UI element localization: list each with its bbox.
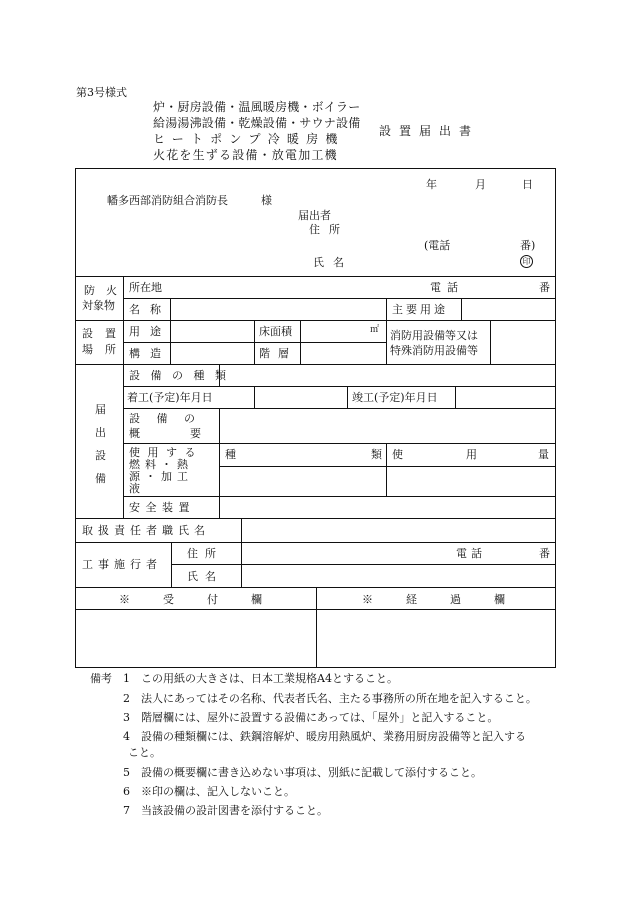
notified-label-char-1: 届 — [95, 403, 106, 416]
vline-455 — [455, 386, 456, 408]
notifier-address-label: 住所 — [309, 223, 349, 236]
kind-label-a: 種 — [225, 448, 236, 461]
fuel-kind-field[interactable] — [221, 468, 384, 494]
kind-label-b: 類 — [371, 448, 382, 461]
notifier-address-field[interactable] — [345, 222, 545, 236]
hline-564 — [171, 564, 556, 565]
addressee: 幡多西部消防組合消防長 — [107, 194, 228, 207]
contractor-name-field[interactable] — [243, 566, 553, 585]
vline-254-b — [254, 386, 255, 408]
vline-490 — [490, 320, 491, 364]
fire-target-label-2: 対象物 — [82, 299, 115, 312]
main-use-field[interactable] — [463, 300, 553, 318]
fire-target-phone-label: 電話 — [430, 281, 464, 294]
progress-label: ※ 経 過 欄 — [362, 593, 505, 606]
note-5-text: 設備の概要欄に書き込めない事項は、別紙に記載して添付すること。 — [141, 766, 482, 779]
install-use-field[interactable] — [172, 322, 252, 340]
structure-field[interactable] — [172, 344, 252, 362]
equipment-type-4: 火花を生ずる設備・放電加工機 — [153, 148, 338, 162]
date-day-label: 日 — [522, 178, 533, 191]
safety-device-field[interactable] — [221, 498, 553, 516]
usage-label-a: 使 — [392, 448, 403, 461]
manager-field[interactable] — [243, 520, 553, 540]
note-6-number: 6 — [123, 785, 130, 798]
table-border-left — [75, 168, 76, 668]
contractor-label: 工事施行者 — [82, 558, 162, 571]
notifier-name-field[interactable] — [345, 255, 515, 269]
hline-466 — [219, 466, 556, 467]
table-border-top — [75, 168, 556, 169]
note-2-text: 法人にあってはその名称、代表者氏名、主たる事務所の所在地を記入すること。 — [141, 692, 537, 705]
manager-label: 取扱責任者職氏名 — [82, 524, 210, 537]
notifier-name-label: 氏名 — [313, 256, 353, 269]
notified-label-char-2: 出 — [95, 426, 106, 439]
vline-461 — [461, 298, 462, 320]
contractor-name-label: 氏名 — [187, 570, 223, 583]
vline-254-a — [254, 320, 255, 364]
install-use-label: 用途 — [129, 325, 171, 338]
note-7-number: 7 — [123, 804, 130, 817]
hline-496 — [123, 496, 556, 497]
notifier-label: 届出者 — [298, 209, 331, 222]
note-4-text: 設備の種類欄には、鉄鋼溶解炉、暖房用熱風炉、業務用厨房設備等と記入する — [141, 730, 526, 743]
fuel-label-3: 源・加工 — [129, 470, 193, 483]
notes-heading: 備考 — [90, 672, 112, 685]
hline-542 — [75, 542, 556, 543]
start-date-label: 着工(予定)年月日 — [127, 391, 213, 404]
vline-316 — [316, 587, 317, 668]
note-6-text: ※印の欄は、記入しないこと。 — [141, 785, 295, 798]
fuel-usage-field[interactable] — [388, 468, 553, 494]
fuel-label-4: 液 — [129, 482, 140, 495]
form-number: 第3号様式 — [76, 86, 127, 99]
fire-target-phone-field[interactable] — [462, 278, 534, 296]
hline-298 — [123, 298, 556, 299]
contractor-phone-label: 電話 — [456, 547, 486, 560]
notifier-phone-field[interactable] — [456, 238, 516, 252]
hline-518 — [75, 518, 556, 519]
fire-equipment-label-1: 消防用設備等又は — [390, 329, 478, 342]
note-7-text: 当該設備の設計図書を添付すること。 — [141, 804, 328, 817]
note-1-number: 1 — [123, 672, 130, 685]
hline-320 — [75, 320, 556, 321]
floor-area-field[interactable] — [302, 322, 368, 340]
contractor-phone-field[interactable] — [484, 544, 536, 562]
notifier-phone-suffix: 番) — [520, 239, 536, 252]
complete-date-label: 竣工(予定)年月日 — [352, 391, 438, 404]
vline-386-a — [386, 298, 387, 320]
reception-label: ※ 受 付 欄 — [119, 593, 262, 606]
equipment-type-label: 設備の種類 — [129, 369, 237, 382]
location-label: 所在地 — [129, 281, 162, 294]
location-field[interactable] — [172, 278, 422, 296]
floors-field[interactable] — [302, 344, 384, 362]
fire-equipment-label-2: 特殊消防用設備等 — [390, 344, 478, 357]
notified-label-char-4: 備 — [95, 472, 106, 485]
hline-386 — [123, 386, 556, 387]
install-place-label-2: 場所 — [82, 343, 128, 356]
equipment-type-1: 炉・厨房設備・温風暖房機・ボイラー — [153, 100, 361, 114]
note-4-continuation: こと。 — [128, 746, 161, 759]
vline-386-c — [386, 443, 387, 497]
fire-target-name-label: 名称 — [129, 303, 171, 316]
vline-347 — [347, 386, 348, 408]
addressee-honorific: 様 — [261, 194, 272, 207]
fire-target-name-field[interactable] — [172, 300, 384, 318]
structure-label: 構造 — [129, 347, 171, 360]
summary-label-1: 設備の — [129, 412, 212, 425]
notified-label-char-3: 設 — [95, 449, 106, 462]
vline-123 — [123, 276, 124, 519]
document-title: 設置届出書 — [379, 124, 480, 138]
fire-target-phone-suffix: 番 — [539, 281, 550, 294]
note-4-number: 4 — [123, 730, 130, 743]
usage-label-c: 量 — [538, 448, 549, 461]
note-1-text: この用紙の大きさは、日本工業規格A4とすること。 — [141, 672, 398, 685]
notifier-phone-label: (電話 — [424, 239, 451, 252]
hline-364 — [75, 364, 556, 365]
contractor-address-field[interactable] — [243, 544, 443, 562]
start-date-field[interactable] — [256, 388, 345, 406]
vline-300 — [300, 320, 301, 364]
equipment-type-field[interactable] — [221, 366, 553, 384]
note-3-text: 階層欄には、屋外に設置する設備にあっては、「屋外」と記入すること。 — [141, 711, 499, 724]
note-5-number: 5 — [123, 766, 130, 779]
floor-area-label: 床面積 — [259, 325, 292, 338]
usage-label-b: 用 — [466, 448, 477, 461]
vline-171 — [171, 542, 172, 588]
hline-276 — [75, 276, 556, 277]
hline-443 — [123, 443, 556, 444]
fuel-label-1: 使用する — [129, 446, 203, 459]
safety-device-label: 安全装置 — [129, 501, 195, 514]
note-2-number: 2 — [123, 692, 130, 705]
seal-mark: 印 — [520, 255, 533, 268]
vline-241 — [241, 518, 242, 588]
fire-equipment-field[interactable] — [492, 322, 553, 362]
fire-target-label-1: 防火 — [84, 284, 128, 297]
summary-label-2: 概要 — [129, 427, 251, 440]
area-unit: ㎡ — [370, 325, 380, 335]
summary-field[interactable] — [221, 410, 553, 441]
hline-408 — [123, 408, 556, 409]
install-place-label-1: 設置 — [82, 327, 128, 340]
floors-label: 階層 — [259, 347, 297, 360]
note-3-number: 3 — [123, 711, 130, 724]
date-month-label: 月 — [475, 178, 486, 191]
equipment-type-3: ヒートポンプ冷暖房機 — [153, 132, 345, 146]
vline-219-b — [219, 408, 220, 519]
table-border-right — [555, 168, 556, 668]
fuel-label-2: 燃料・熱 — [129, 458, 193, 471]
contractor-address-label: 住所 — [187, 547, 223, 560]
complete-date-field[interactable] — [457, 388, 553, 406]
equipment-type-2: 給湯湯沸設備・乾燥設備・サウナ設備 — [153, 116, 361, 130]
main-use-label: 主要用途 — [392, 303, 448, 316]
date-year-label: 年 — [426, 178, 437, 191]
contractor-phone-suffix: 番 — [539, 547, 550, 560]
vline-386-b — [386, 320, 387, 364]
